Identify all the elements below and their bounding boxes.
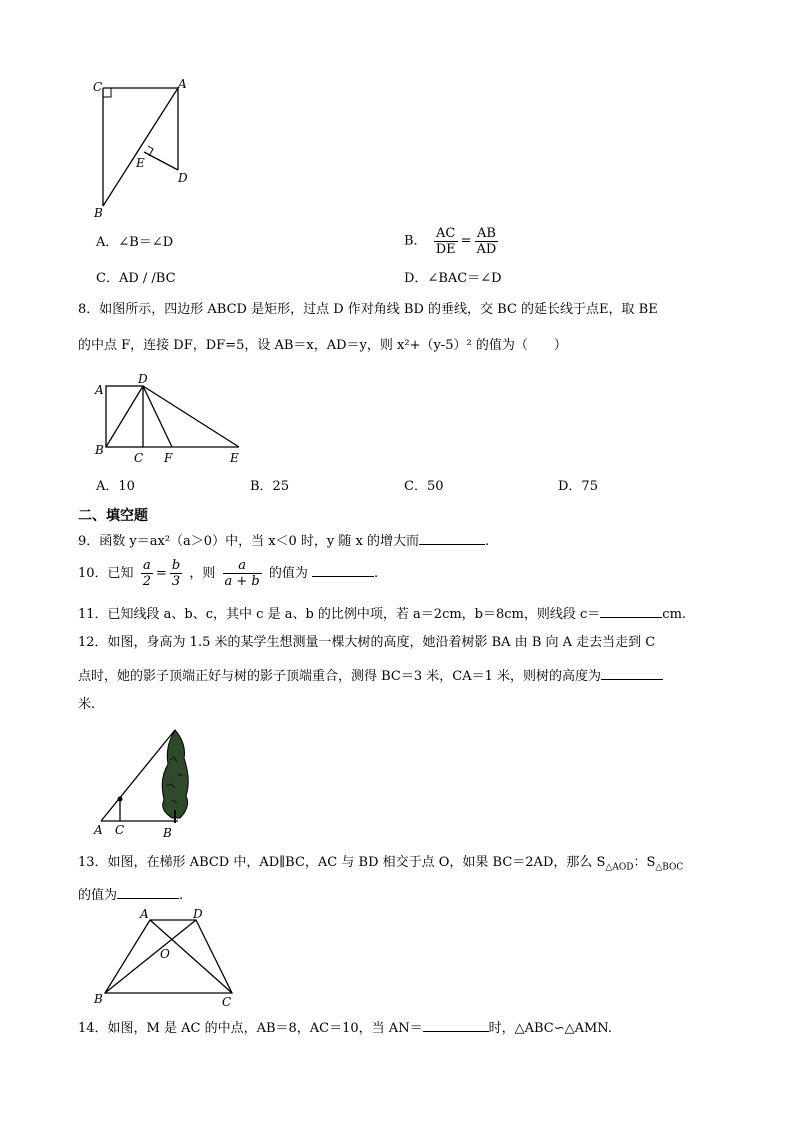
fraction-ab-ad: $\frac{AB}{AD}$ xyxy=(476,226,497,257)
q12-line-3: 米. xyxy=(78,697,96,712)
label-e: E xyxy=(230,451,239,465)
answer-blank-q14[interactable] xyxy=(423,1017,489,1032)
q8-option-a: A．10 xyxy=(96,479,135,494)
q8-line-1: 8．如图所示，四边形 ABCD 是矩形，过点 D 作对角线 BD 的垂线，交 BC 的延长线于点E，取 BE xyxy=(78,302,658,317)
label-e: E xyxy=(136,156,145,170)
q10: 10．已知 $\frac{a}{2}$ = $\frac{b}{3}$ ，则 $\frac{a}{a + b}$ 的值为 . xyxy=(78,558,379,589)
q9: 9．函数 y＝ax²（a＞0）中，当 x＜0 时，y 随 x 的增大而 . xyxy=(78,530,489,551)
label-a: A xyxy=(178,77,187,91)
label-f: F xyxy=(164,451,173,465)
q8-option-b: B．25 xyxy=(250,479,290,494)
q8-line-2: 的中点 F，连接 DF，DF=5，设 AB＝x，AD＝y，则 x²+（y-5）² 的值为（ ） xyxy=(78,338,567,353)
fraction-b-3: $\frac{b}{3}$ xyxy=(171,558,181,589)
fraction-ac-de: $\frac{AC}{DE}$ xyxy=(435,226,456,257)
q14: 14．如图，M 是 AC 的中点，AB＝8，AC＝10，当 AN＝ 时，△ABC∽△AMN. xyxy=(78,1017,612,1038)
label-a: A xyxy=(95,383,104,397)
label-c: C xyxy=(115,823,125,837)
label-b: B xyxy=(95,443,104,457)
label-b: B xyxy=(94,992,103,1006)
section-title: 二、填空题 xyxy=(78,508,148,524)
q7-option-b: B． $\frac{AC}{DE}$ = $\frac{AB}{AD}$ xyxy=(404,226,497,257)
q13-line-1: 13．如图，在梯形 ABCD 中，AD∥BC，AC 与 BD 相交于点 O，如果 BC＝2AD，那么 $S_{\triangle AOD}$：$S_{\triangle BOC}$ xyxy=(78,855,684,873)
q12-line-1: 12．如图，身高为 1.5 米的某学生想测量一棵大树的高度，她沿着树影 BA 由 B 向 A 走去当走到 C xyxy=(78,635,656,650)
q7-option-a: A．∠B＝∠D xyxy=(96,235,174,250)
label-c: C xyxy=(93,80,103,94)
label-d: D xyxy=(178,171,188,185)
fraction-a-over-a-plus-b: $\frac{a}{a + b}$ xyxy=(224,558,260,589)
q8-option-c: C．50 xyxy=(404,479,444,494)
label-a: A xyxy=(94,823,103,837)
fraction-a-2: $\frac{a}{2}$ xyxy=(142,558,151,589)
label-c: C xyxy=(222,995,232,1009)
label-b: B xyxy=(94,206,103,220)
diagonal-bd xyxy=(105,920,196,993)
label-d: D xyxy=(193,907,203,921)
q11: 11．已知线段 a、b、c，其中 c 是 a、b 的比例中项，若 a＝2cm，b＝8cm，则线段 c＝ cm. xyxy=(78,603,686,624)
label-a: A xyxy=(140,907,149,921)
label-d: D xyxy=(138,372,148,386)
q7-option-d: D．∠BAC＝∠D xyxy=(404,271,502,286)
label-b: B xyxy=(163,826,172,840)
q8-option-d: D．75 xyxy=(558,479,598,494)
q13-line-2: 的值为 . xyxy=(78,884,183,905)
q7-option-c: C．AD / /BC xyxy=(96,271,176,286)
label-o: O xyxy=(160,947,170,961)
q12-line-2: 点时，她的影子顶端正好与树的影子顶端重合，测得 BC＝3 米，CA＝1 米，则树的高度为 xyxy=(78,665,663,686)
label-c: C xyxy=(134,451,144,465)
